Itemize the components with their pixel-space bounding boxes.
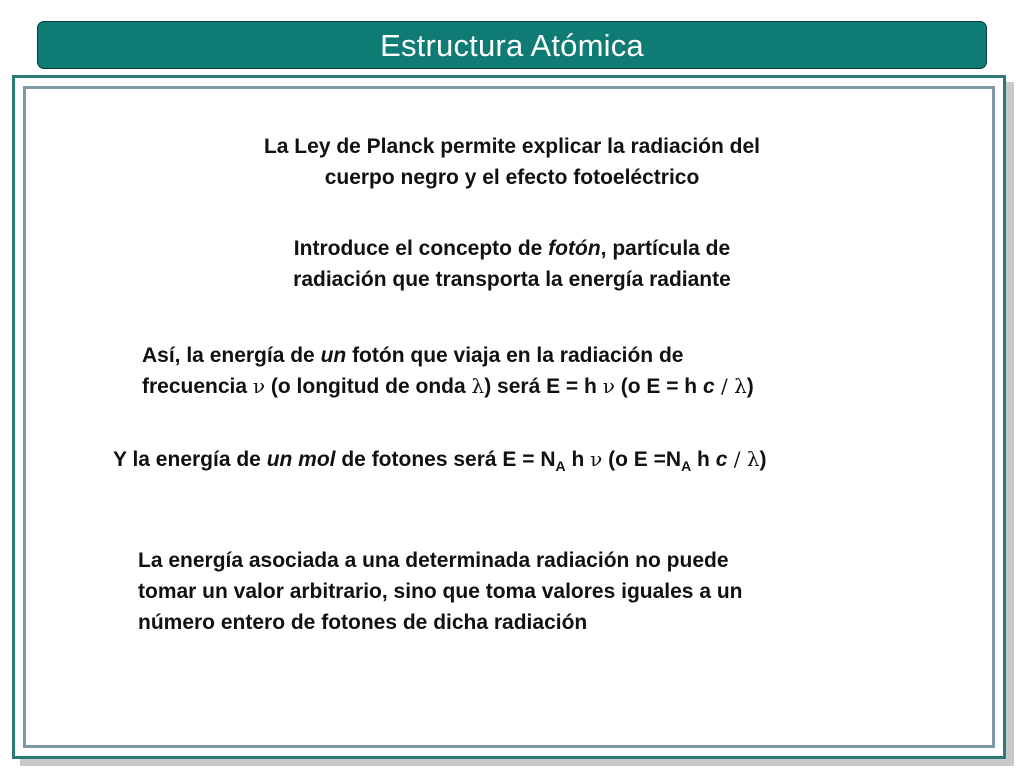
text-segment: Introduce el concepto de [293,237,549,260]
paragraph-line: cuerpo negro y el efecto fotoeléctrico [324,166,700,189]
paragraph-line: La Ley de Planck permite explicar la radiación del [263,135,761,158]
slide-title: Estructura Atómica [380,27,644,63]
lambda-symbol: λ [734,374,747,398]
text-segment: (o longitud de onda [265,375,472,398]
paragraph-line [113,444,767,475]
text-segment: ) [759,448,767,471]
text-segment: (o E =N [602,448,682,471]
text-segment: h [565,448,591,471]
paragraph-line [0,233,1024,264]
paragraph-photon-energy [142,340,754,402]
paragraph-line: radiación que transporta la energía radiante [293,268,731,291]
text-segment: ) será E = h [484,375,603,398]
slash-symbol: / [727,447,747,471]
paragraph-line: La energía asociada a una determinada radiación no puede [138,549,729,572]
speed-of-light-variable: c [702,375,715,398]
text-segment: ) [746,375,754,398]
text-segment: frecuencia [142,375,253,398]
text-segment: h [691,448,716,471]
lambda-symbol: λ [471,374,485,398]
nu-symbol: ν [252,374,266,398]
paragraph-planck-law [0,131,1024,193]
emphasis-un: un [320,344,347,367]
nu-symbol: ν [590,447,603,471]
paragraph-quantization [138,545,743,638]
text-segment: Así, la energía de [142,344,321,367]
text-segment: , partícula de [600,237,731,260]
text-segment: Y la energía de [113,448,267,471]
slash-symbol: / [714,374,735,398]
lambda-symbol: λ [746,447,760,471]
paragraph-line: número entero de fotones de dicha radiación [138,611,588,634]
text-segment: fotón que viaja en la radiación de [346,344,684,367]
nu-symbol: ν [602,374,615,398]
title-bar [37,21,987,69]
emphasis-un-mol: un mol [266,448,336,471]
avogadro-subscript: A [555,458,566,474]
text-segment: de fotones será E = N [335,448,556,471]
emphasis-foton: fotón [548,237,601,260]
paragraph-photon-concept [0,233,1024,295]
speed-of-light-variable: c [715,448,728,471]
text-segment: (o E = h [614,375,703,398]
paragraph-mole-energy [113,444,767,475]
avogadro-subscript: A [681,458,692,474]
paragraph-line [142,371,754,402]
paragraph-line [142,340,754,371]
paragraph-line: tomar un valor arbitrario, sino que toma valores iguales a un [138,580,743,603]
